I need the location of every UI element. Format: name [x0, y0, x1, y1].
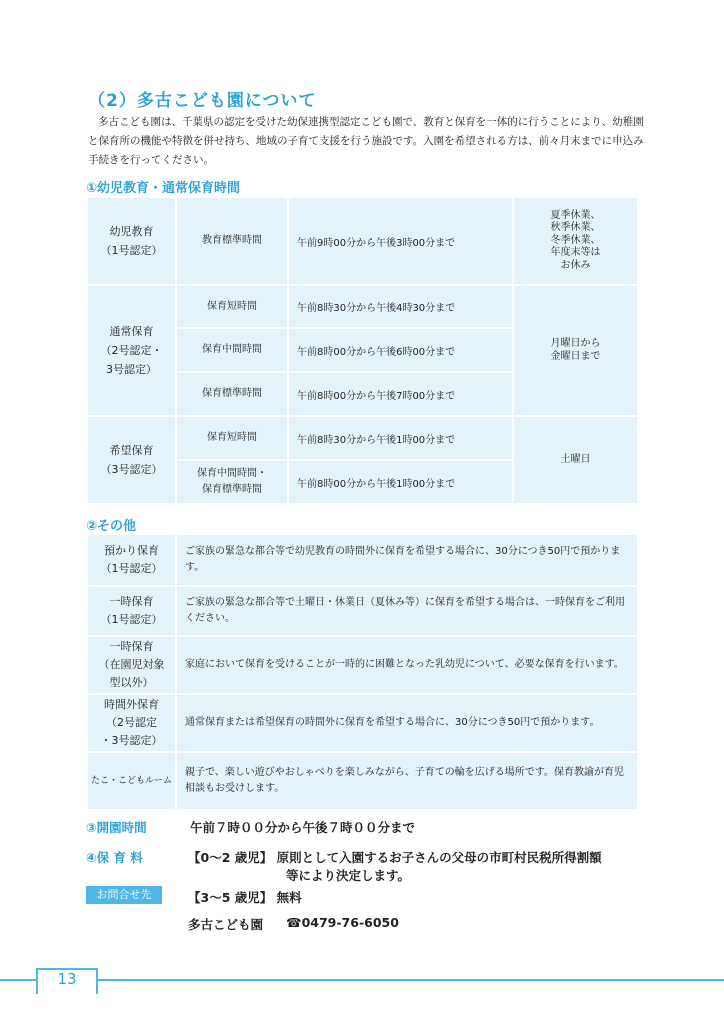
kind-cell: 保育短時間: [176, 285, 288, 328]
table-row: [87, 534, 638, 586]
fees-line3: 【3～5 歳児】 無料: [188, 890, 302, 905]
desc-cell: ご家族の緊急な都合等で土曜日・休業日（夏休み等）に保育を希望する場合は、一時保育をご利用ください。: [176, 586, 638, 636]
footer-divider: [0, 979, 724, 981]
days-cell: 夏季休業、 秋季休業、 冬季休業、 年度末等は お休み: [513, 197, 638, 285]
label-cell: 時間外保育 （2号認定 ・3号認定）: [87, 694, 176, 752]
time-cell: 午前8時00分から午後7時00分まで: [288, 372, 513, 416]
kind-cell: 保育標準時間: [176, 372, 288, 416]
time-cell: 午前9時00分から午後3時00分まで: [288, 197, 513, 285]
hours-table: [86, 196, 639, 505]
fees-label: ④保 育 料: [86, 850, 143, 865]
time-cell: 午前8時30分から午後4時30分まで: [288, 285, 513, 328]
intro-paragraph: 多古こども園は、千葉県の認定を受けた幼保連携型認定こども園で、教育と保育を一体的に行うことにより、幼稚園と保育所の機能や特徴を併せ持ち、地域の子育て支援を行う施設です。入園を希望される方は、前々月末までに申込み手続きを行ってください。: [88, 116, 644, 166]
days-cell: 月曜日から 金曜日まで: [513, 285, 638, 416]
kind-cell: 保育中間時間: [176, 328, 288, 372]
label-cell: たこ・こどもルーム: [87, 752, 176, 810]
table-row: [87, 586, 638, 636]
label-cell: 預かり保育 （1号認定）: [87, 534, 176, 586]
kind-cell: 教育標準時間: [176, 197, 288, 285]
intro-text: [88, 113, 648, 170]
table-row: [87, 636, 638, 694]
time-cell: 午前8時00分から午後6時00分まで: [288, 328, 513, 372]
label-cell: 一時保育 （在園児対象 型以外）: [87, 636, 176, 694]
desc-cell: 通常保育または希望保育の時間外に保育を希望する場合に、30分につき50円で預かります。: [176, 694, 638, 752]
label-cell: 一時保育 （1号認定）: [87, 586, 176, 636]
contact-badge: お問合せ先: [86, 886, 162, 904]
category-cell: 希望保育 （3号認定）: [87, 416, 176, 504]
table-row: [87, 752, 638, 810]
contact-name: 多古こども園: [188, 917, 264, 932]
days-cell: 土曜日: [513, 416, 638, 504]
other-heading: ②その他: [86, 519, 137, 534]
table-row: [87, 197, 638, 285]
table-row: [87, 416, 638, 460]
time-cell: 午前8時00分から午後1時00分まで: [288, 460, 513, 504]
opening-value: 午前７時００分から午後７時００分まで: [190, 820, 416, 835]
page-number: 13: [57, 970, 77, 988]
contact-phone: ☎0479-76-6050: [286, 915, 399, 930]
opening-label: ③開園時間: [86, 820, 147, 835]
kind-cell: 保育短時間: [176, 416, 288, 460]
fees-line1: 【0～2 歳児】 原則として入園するお子さんの父母の市町村民税所得割額: [188, 850, 602, 865]
desc-cell: ご家族の緊急な都合等で幼児教育の時間外に保育を希望する場合に、30分につき50円で預かります。: [176, 534, 638, 586]
kind-cell: 保育中間時間・ 保育標準時間: [176, 460, 288, 504]
desc-cell: 親子で、楽しい遊びやおしゃべりを楽しみながら、子育ての輪を広げる場所です。保育教諭が育児相談もお受けします。: [176, 752, 638, 810]
category-cell: 幼児教育 （1号認定）: [87, 197, 176, 285]
other-table: [86, 533, 639, 811]
category-cell: 通常保育 （2号認定・ 3号認定）: [87, 285, 176, 416]
section-title: （2）多古こども園について: [88, 91, 317, 111]
hours-heading: ①幼児教育・通常保育時間: [86, 181, 241, 196]
table-row: [87, 694, 638, 752]
time-cell: 午前8時30分から午後1時00分まで: [288, 416, 513, 460]
desc-cell: 家庭において保育を受けることが一時的に困難となった乳幼児について、必要な保育を行います。: [176, 636, 638, 694]
fees-line2: 等により決定します。: [286, 868, 411, 883]
table-row: [87, 285, 638, 328]
